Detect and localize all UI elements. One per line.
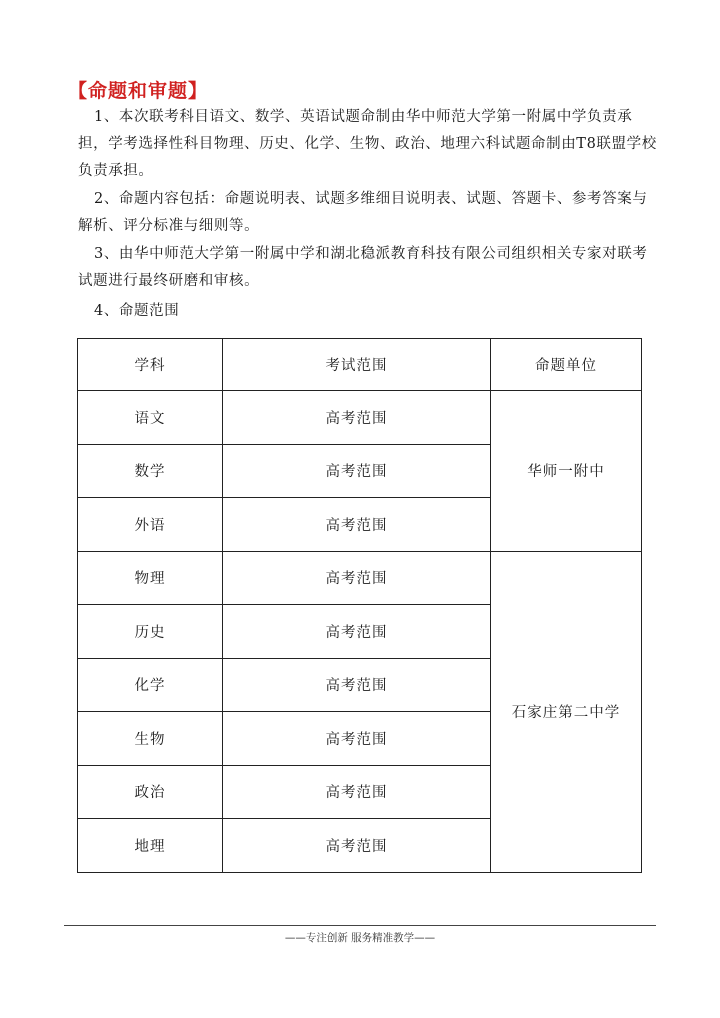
header-scope: 考试范围 [223,339,491,391]
scope-cell: 高考范围 [223,658,491,712]
subject-cell: 语文 [78,391,223,445]
subject-cell: 数学 [78,444,223,498]
scope-cell: 高考范围 [223,551,491,605]
subject-cell: 历史 [78,605,223,659]
scope-cell: 高考范围 [223,498,491,552]
paragraph-2: 2、命题内容包括：命题说明表、试题多维细目说明表、试题、答题卡、参考答案与解析、评分标准与细则等。 [78,191,648,234]
footer-slogan: ——专注创新 服务精准教学—— [284,932,436,944]
header-unit: 命题单位 [491,339,642,391]
footer-divider [64,925,656,926]
subject-cell: 生物 [78,712,223,766]
scope-cell: 高考范围 [223,712,491,766]
unit-cell: 石家庄第二中学 [491,551,642,872]
scope-cell: 高考范围 [223,444,491,498]
subject-cell: 物理 [78,551,223,605]
paragraph-3: 3、由华中师范大学第一附属中学和湖北稳派教育科技有限公司组织相关专家对联考试题进行最终研磨和审核。 [78,246,648,289]
scope-cell: 高考范围 [223,391,491,445]
table-header-row [78,339,642,391]
table-row [78,551,642,605]
table-row [78,391,642,445]
exam-scope-table [77,338,642,873]
subject-cell: 地理 [78,819,223,873]
subject-cell: 政治 [78,765,223,819]
paragraph-1: 1、本次联考科目语文、数学、英语试题命制由华中师范大学第一附属中学负责承担，学考选择性科目物理、历史、化学、生物、政治、地理六科试题命制由T8联盟学校负责承担。 [78,109,657,179]
subject-cell: 外语 [78,498,223,552]
unit-cell: 华师一附中 [491,391,642,552]
scope-cell: 高考范围 [223,605,491,659]
subject-cell: 化学 [78,658,223,712]
section-heading: 【命题和审题】 [68,80,209,102]
scope-cell: 高考范围 [223,765,491,819]
scope-cell: 高考范围 [223,819,491,873]
paragraph-4: 4、命题范围 [94,303,180,319]
header-subject: 学科 [78,339,223,391]
